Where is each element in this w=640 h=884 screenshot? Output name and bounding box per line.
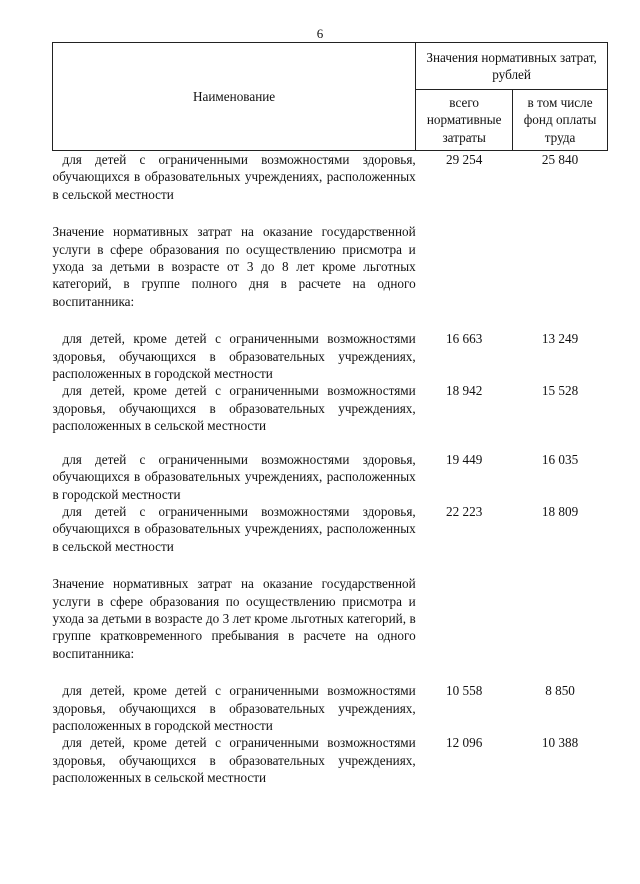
- table-row: [53, 682, 608, 734]
- row-name: для детей, кроме детей с ограниченными возможностями здоровья, обучающихся в образовательных учреждениях, расположенных в городской местности: [52, 683, 416, 733]
- section-heading-row: [53, 555, 608, 682]
- table-row: [53, 151, 608, 204]
- header-name: Наименование: [53, 43, 416, 151]
- row-total: 18 942: [446, 383, 483, 399]
- row-total: 12 096: [446, 735, 483, 751]
- row-name: для детей, кроме детей с ограниченными возможностями здоровья, обучающихся в образовательных учреждениях, расположенных в сельской местности: [52, 735, 416, 786]
- page-number: 6: [316, 26, 324, 41]
- row-name: для детей, кроме детей с ограниченными возможностями здоровья, обучающихся в образовательных учреждениях, расположенных в сельской местности: [52, 383, 416, 434]
- table-row: [53, 330, 608, 382]
- section-heading: Значение нормативных затрат на оказание государственной услуги в сфере образования по осуществлению присмотра и ухода за детьми в возрасте от 3 до 8 лет кроме льготных категорий, в группе полного дня в расчете на одного воспитанника:: [52, 224, 416, 309]
- row-fund: 10 388: [541, 735, 579, 751]
- section-heading-row: [53, 203, 608, 330]
- row-total: 16 663: [446, 331, 483, 347]
- table-row: [53, 734, 608, 786]
- row-fund: 25 840: [541, 152, 579, 167]
- row-total: 10 558: [446, 683, 483, 699]
- row-fund: 13 249: [541, 331, 579, 347]
- table-row: [53, 435, 608, 503]
- table-row: [53, 503, 608, 555]
- row-total: 22 223: [446, 503, 483, 519]
- section-heading: Значение нормативных затрат на оказание государственной услуги в сфере образования по осуществлению присмотра и ухода за детьми в возрасте до 3 лет кроме льготных категорий, в группе кратковременного пребывания в расчете на одного воспитанника:: [52, 576, 416, 661]
- header-values-group: Значения нормативных затрат, рублей: [416, 43, 608, 90]
- row-fund: 8 850: [545, 683, 575, 699]
- row-fund: 18 809: [541, 503, 579, 519]
- table-row: [53, 382, 608, 434]
- row-fund: 16 035: [541, 451, 579, 467]
- table-header: [53, 43, 608, 151]
- normative-costs-table: [52, 42, 608, 787]
- header-total-costs: всего нормативные затраты: [416, 90, 513, 151]
- row-name: для детей с ограниченными возможностями здоровья, обучающихся в образовательных учреждениях, расположенных в сельской местности: [52, 152, 416, 202]
- row-name: для детей с ограниченными возможностями здоровья, обучающихся в образовательных учреждениях, расположенных в городской местности: [52, 451, 416, 502]
- row-total: 29 254: [446, 152, 483, 167]
- header-wage-fund: в том числе фонд оплаты труда: [513, 90, 608, 151]
- row-name: для детей с ограниченными возможностями здоровья, обучающихся в образовательных учреждениях, расположенных в сельской местности: [52, 503, 416, 554]
- row-fund: 15 528: [541, 383, 579, 399]
- row-name: для детей, кроме детей с ограниченными возможностями здоровья, обучающихся в образовательных учреждениях, расположенных в городской местности: [52, 331, 416, 382]
- row-total: 19 449: [446, 451, 483, 467]
